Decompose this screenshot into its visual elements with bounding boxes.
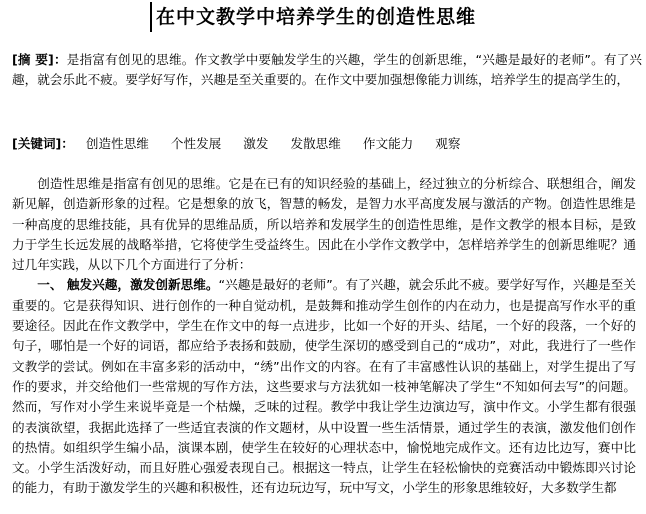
keyword: 创造性思维 (85, 136, 149, 151)
section-1-heading: 一、 触发兴趣，激发创新思维。 (37, 277, 219, 293)
keywords-label: [关键词]： (12, 136, 74, 151)
abstract (12, 50, 642, 90)
keyword: 作文能力 (362, 136, 414, 151)
keyword: 发散思维 (290, 136, 341, 151)
body-text (12, 174, 636, 499)
keyword: 个性发展 (170, 136, 222, 151)
body-paragraph: 创造性思维是指富有创见的思维。它是在已有的知识经验的基础上，经过独立的分析综合、联想组合，阐发新见解，创造新形象的过程。它是想象的放飞，智慧的畅发，是智力水平高度发展与激活的产物。创造性思维是一种高度的思维技能，具有优异的思维品质，所以培养和发展学生的创造性思维，是作文教学的根本目标，是致力于学生长远发展的战略举措，它将使学生受益终生。因此在小学作文教学中，怎样培养学生的创新思维呢？通过几年实践，从以下几个方面进行了分析： (12, 176, 636, 273)
section-1-text: “兴趣是最好的老师”。有了兴趣，就会乐此不疲。要学好写作，兴趣是至关重要的。它是获得知识、进行创作的一种自觉动机，是鼓舞和推动学生创作的内在动力，也是提高写作水平的重要途径。因此在作文教学中，学生在作文中的每一点进步，比如一个好的开头、结尾，一个好的段落，一个好的句子，哪怕是一个好的词语，都应给予表扬和鼓励，使学生深切的感受到自己的“成功”，对此，我进行了一些作文教学的尝试。例如在丰富多彩的活动中，“绣”出作文的内容。在有了丰富感性认识的基础上，对学生提出了写作的要求，并交给他们一些常规的写作方法，这些要求与方法犹如一枝神笔解决了学生“不知如何去写”的问题。然而，写作对小学生来说毕竟是一个枯燥，乏味的过程。教学中我让学生边演边写，演中作文。小学生都有很强的表演欲望，我据此选择了一些适宜表演的作文题材，从中设置一些生活情景，通过学生的表演，激发他们创作的热情。如组织学生编小品，演课本剧，使学生在较好的心理状态中，愉悦地完成作文。还有边比边写，赛中比文。小学生活泼好动，而且好胜心强爱表现自己。根据这一特点，让学生在轻松愉快的竞赛活动中锻炼即兴讨论的能力，有助于激发学生的兴趣和积极性，还有边玩边写，玩中写文，小学生的形象思维较好，大多数学生都 (12, 277, 636, 496)
abstract-text: 是指富有创见的思维。作文教学中要触发学生的兴趣，学生的创新思维，“兴趣是最好的老师”。有了兴趣，就会乐此不疲。要学好写作，兴趣是至关重要的。在作文中要加强想像能力训练，培养学生的提高学生的， (12, 52, 642, 87)
keyword: 观察 (435, 136, 461, 151)
keyword: 激发 (243, 136, 269, 151)
section-1 (12, 275, 636, 498)
abstract-label: [摘 要]： (12, 52, 67, 67)
page-title: 在中文教学中培养学生的创造性思维 (150, 2, 476, 32)
keywords (12, 134, 642, 154)
